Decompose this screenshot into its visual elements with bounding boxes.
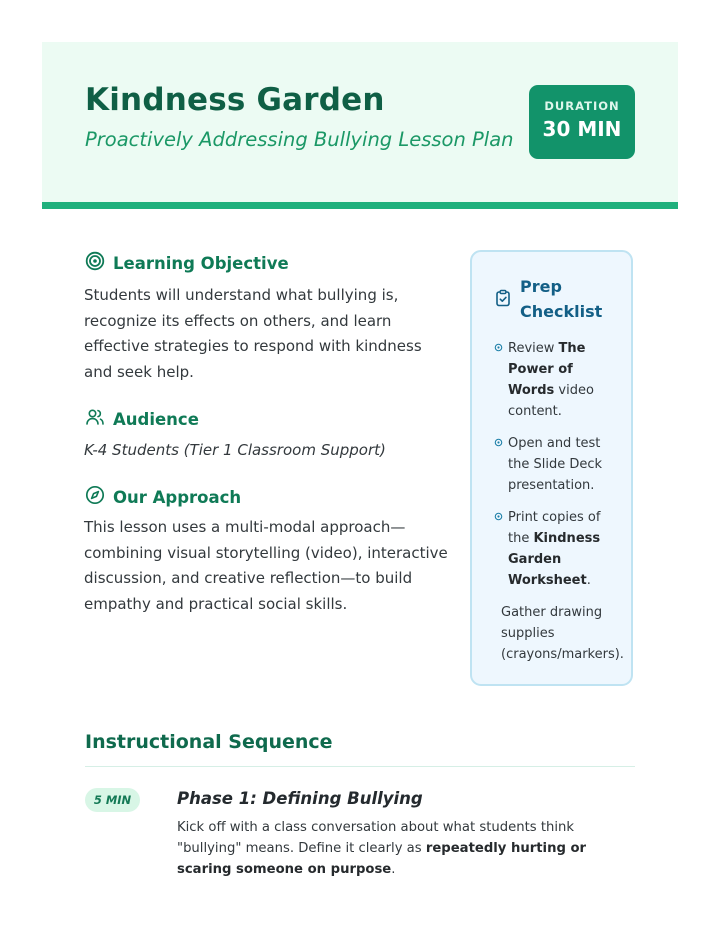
prep-checklist-card	[470, 250, 633, 686]
bullet-icon	[494, 438, 503, 447]
page-title: Kindness Garden	[85, 82, 385, 118]
clipboard-check-icon	[494, 274, 512, 314]
page-subtitle: Proactively Addressing Bullying Lesson Plan	[85, 128, 514, 151]
target-icon	[85, 251, 105, 275]
objective-heading	[85, 251, 289, 275]
phase-time-badge: 5 MIN	[85, 788, 140, 812]
prep-heading-line1: Prep	[520, 277, 562, 296]
phase-description: Kick off with a class conversation about what students think "bullying" means. Define it clearly as repeatedly hurting or scaring someone on purpose.	[177, 820, 587, 877]
prep-heading-line2: Checklist	[520, 302, 603, 321]
audience-heading-label: Audience	[113, 409, 199, 429]
phase-title: Phase 1: Defining Bullying	[177, 789, 423, 808]
duration-badge	[529, 85, 635, 159]
bullet-icon	[494, 343, 503, 352]
compass-icon	[85, 485, 105, 509]
duration-label: DURATION	[544, 99, 620, 113]
prep-list	[494, 338, 622, 676]
objective-heading-label: Learning Objective	[113, 253, 289, 273]
prep-item: Gather drawing supplies (crayons/markers).	[501, 605, 624, 662]
prep-item: Print copies of the Kindness Garden Worksheet.	[494, 507, 622, 591]
users-icon	[85, 407, 105, 431]
sequence-title: Instructional Sequence	[85, 731, 333, 753]
audience-text: K-4 Students (Tier 1 Classroom Support)	[84, 441, 386, 459]
objective-text: Students will understand what bullying is, recognize its effects on others, and learn effective strategies to respond with kindness and seek help.	[84, 286, 422, 381]
prep-item: Open and test the Slide Deck presentation.	[494, 433, 622, 496]
prep-item: Review The Power of Words video content.	[494, 338, 622, 422]
bullet-icon	[494, 512, 503, 521]
divider	[85, 766, 635, 767]
duration-value: 30 MIN	[542, 117, 622, 141]
header-accent-bar	[42, 202, 678, 209]
prep-heading	[494, 274, 602, 324]
approach-heading	[85, 485, 241, 509]
approach-heading-label: Our Approach	[113, 487, 242, 507]
audience-heading	[85, 407, 199, 431]
approach-text: This lesson uses a multi-modal approach—combining visual storytelling (video), interactive discussion, and creative reflection—to build empathy and practical social skills.	[84, 518, 448, 613]
